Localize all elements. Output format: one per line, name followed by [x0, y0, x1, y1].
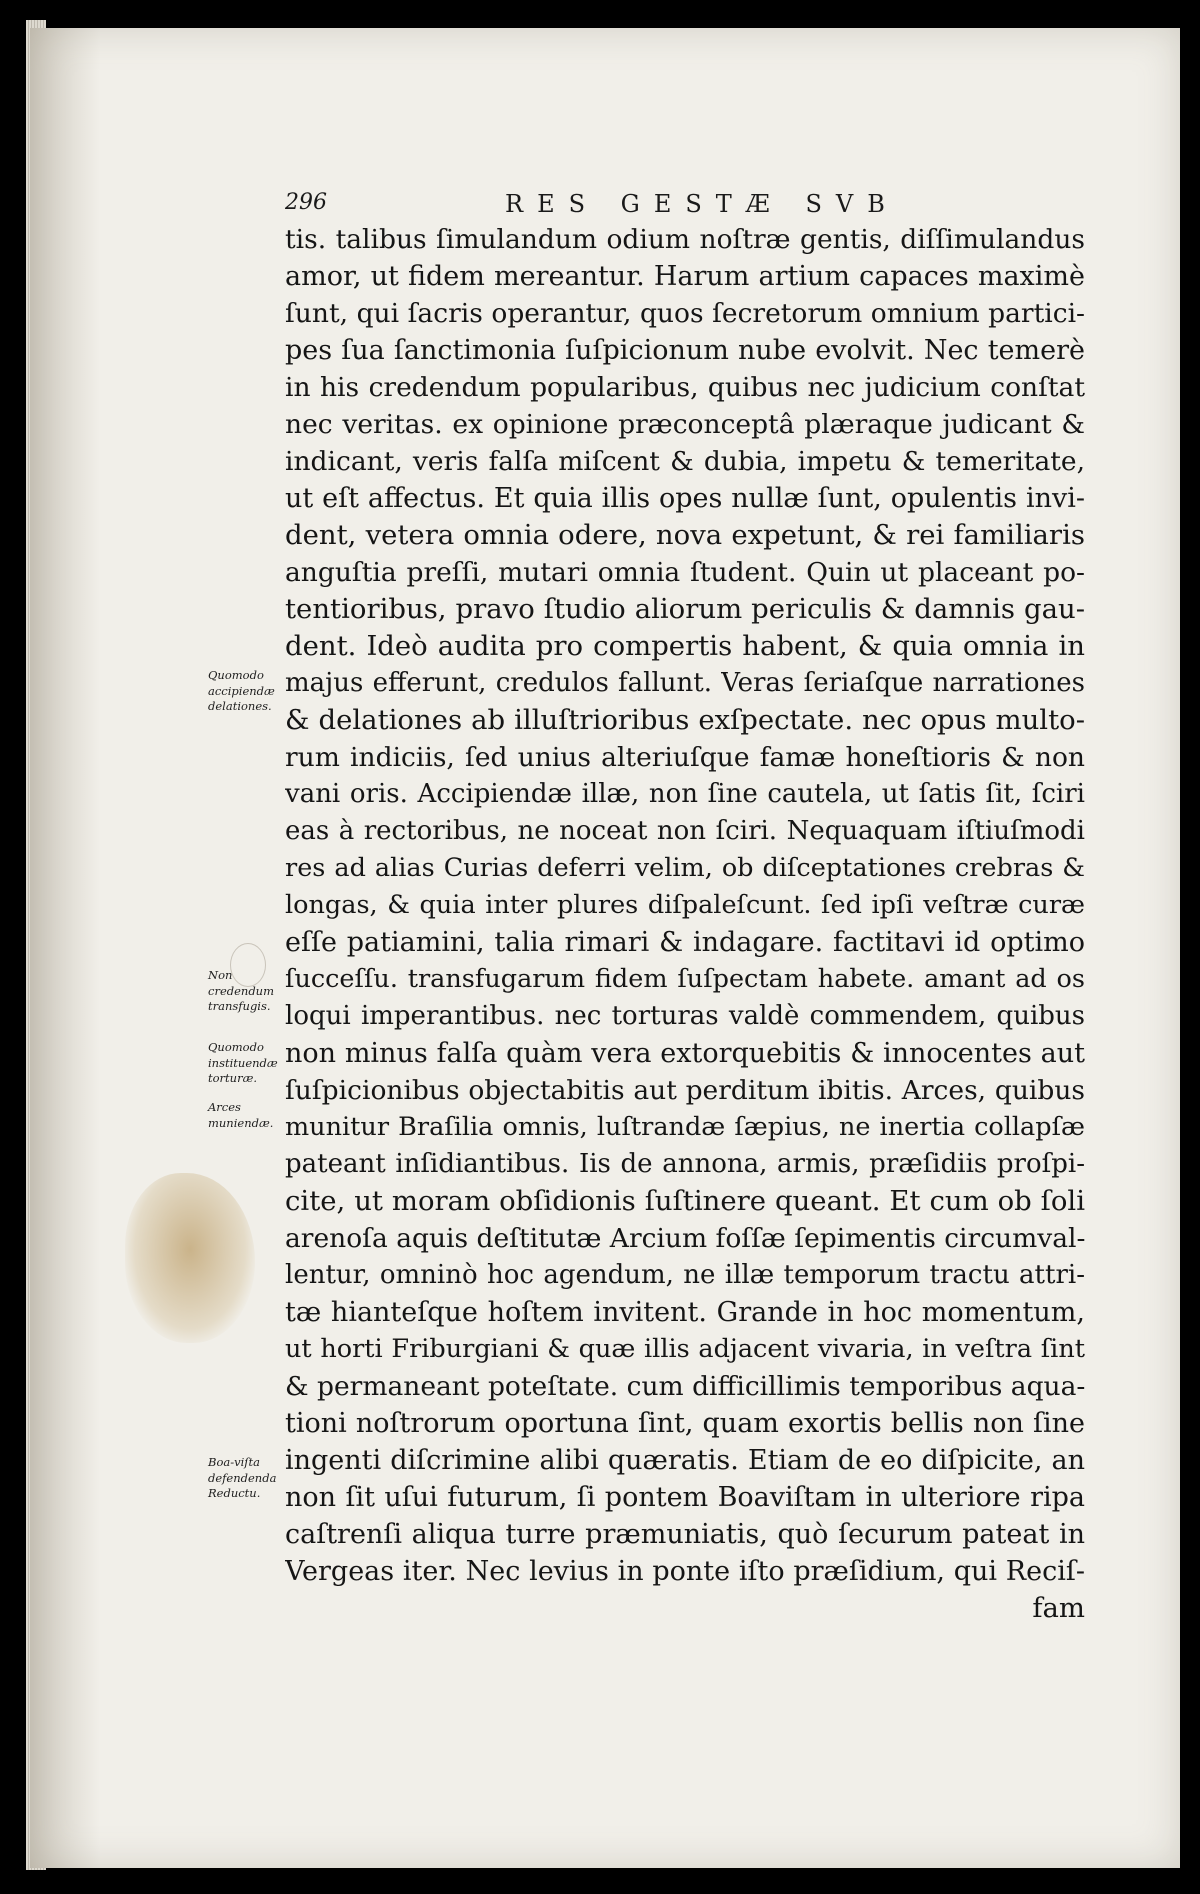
text-line: tioni noſtrorum oportuna ſint, quam exortis bellis non ſine	[285, 1408, 1085, 1439]
main-text-block	[285, 221, 1085, 1627]
margin-note-transfugis: Non credendum transfugis.	[208, 968, 274, 1013]
text-line: arenoſa aquis deſtitutæ Arcium foſſæ ſepimentis circumval-	[285, 1223, 1085, 1254]
text-line: ſuſpicionibus objectabitis aut perditum ibitis. Arces, quibus	[285, 1075, 1085, 1106]
text-line: loqui imperantibus. nec torturas valdè commendem, quibus	[285, 1001, 1085, 1031]
text-line: res ad alias Curias deferri velim, ob diſceptationes crebras &	[285, 853, 1085, 883]
margin-note-torturae: Quomodo instituendæ torturæ.	[208, 1040, 278, 1085]
text-line: caſtrenſi aliqua turre præmuniatis, quò ſecurum pateat in	[285, 1519, 1085, 1550]
margin-note-delationes: Quomodo accipiendæ delationes.	[208, 668, 275, 713]
text-line: & permaneant poteſtate. cum difficillimis temporibus aqua-	[285, 1371, 1085, 1402]
text-line: tentioribus, pravo ſtudio aliorum periculis & damnis gau-	[285, 593, 1085, 625]
margin-note-boavista: Boa-viſta defendenda Reductu.	[208, 1455, 277, 1500]
text-line: amor, ut fidem mereantur. Harum artium capaces maximè	[285, 261, 1085, 292]
text-line: ſunt, qui ſacris operantur, quos ſecretorum omnium partici-	[285, 298, 1085, 329]
text-line: dent, vetera omnia odere, nova expetunt, & rei familiaris	[285, 519, 1085, 551]
text-line: rum indiciis, ſed unius alteriuſque famæ honeſtioris & non	[285, 742, 1085, 773]
text-line: eas à rectoribus, ne noceat non ſciri. Nequaquam iſtiuſmodi	[285, 816, 1085, 846]
text-line: dent. Ideò audita pro compertis habent, & quia omnia in	[285, 630, 1085, 662]
text-line: indicant, veris falſa miſcent & dubia, impetu & temeritate,	[285, 446, 1085, 477]
text-line: lentur, omninò hoc agendum, ne illæ temporum tractu attri-	[285, 1260, 1085, 1290]
text-line: fam	[1032, 1592, 1085, 1624]
text-line: ſucceſſu. transfugarum fidem ſuſpectam habete. amant ad os	[285, 964, 1085, 994]
margin-note-arces: Arces muniendæ.	[208, 1100, 274, 1130]
text-line: non ſit uſui futurum, ſi pontem Boaviſtam in ulteriore ripa	[285, 1482, 1085, 1513]
text-line: anguſtia preſſi, mutari omnia ſtudent. Quin ut placeant po-	[285, 557, 1085, 588]
water-stain	[125, 1173, 255, 1343]
text-line: Vergeas iter. Nec levius in ponte iſto præſidium, qui Reciſ-	[285, 1556, 1085, 1587]
text-line: ingenti diſcrimine alibi quæratis. Etiam de eo diſpicite, an	[285, 1445, 1085, 1476]
text-line: cite, ut moram obſidionis ſuſtinere queant. Et cum ob ſoli	[285, 1185, 1085, 1217]
text-line: & delationes ab illuſtrioribus exſpectate. nec opus multo-	[285, 704, 1085, 736]
text-line: ut eſt affectus. Et quia illis opes nullæ ſunt, opulentis invi-	[285, 483, 1085, 514]
text-line: ut horti Friburgiani & quæ illis adjacent vivaria, in veſtra ſint	[285, 1334, 1085, 1364]
gutter-shadow	[30, 28, 100, 1868]
text-line: eſſe patiamini, talia rimari & indagare. factitavi id optimo	[285, 927, 1085, 958]
text-line: vani oris. Accipiendæ illæ, non ſine cautela, ut ſatis ſit, ſciri	[285, 779, 1085, 809]
text-line: non minus falſa quàm vera extorquebitis & innocentes aut	[285, 1038, 1085, 1069]
text-line: majus efferunt, credulos fallunt. Veras ſeriaſque narrationes	[285, 668, 1085, 698]
running-head: RES GESTÆ SVB	[505, 190, 899, 218]
text-line: nec veritas. ex opinione præconceptâ plæraque judicant &	[285, 409, 1085, 440]
text-line: in his credendum popularibus, quibus nec judicium conſtat	[285, 372, 1085, 403]
text-line: tis. talibus ſimulandum odium noſtræ gentis, diſſimulandus	[285, 224, 1085, 255]
text-line: pateant inſidiantibus. Iis de annona, armis, præſidiis proſpi-	[285, 1149, 1085, 1179]
text-line: tæ hianteſque hoſtem invitent. Grande in hoc momentum,	[285, 1297, 1085, 1328]
text-line: longas, & quia inter plures diſpaleſcunt. ſed ipſi veſtræ curæ	[285, 890, 1085, 920]
page-number: 296	[285, 190, 327, 215]
text-line: munitur Braſilia omnis, luſtrandæ ſæpius, ne inertia collapſæ	[285, 1112, 1085, 1142]
text-line: pes ſua ſanctimonia ſuſpicionum nube evolvit. Nec temerè	[285, 335, 1085, 366]
